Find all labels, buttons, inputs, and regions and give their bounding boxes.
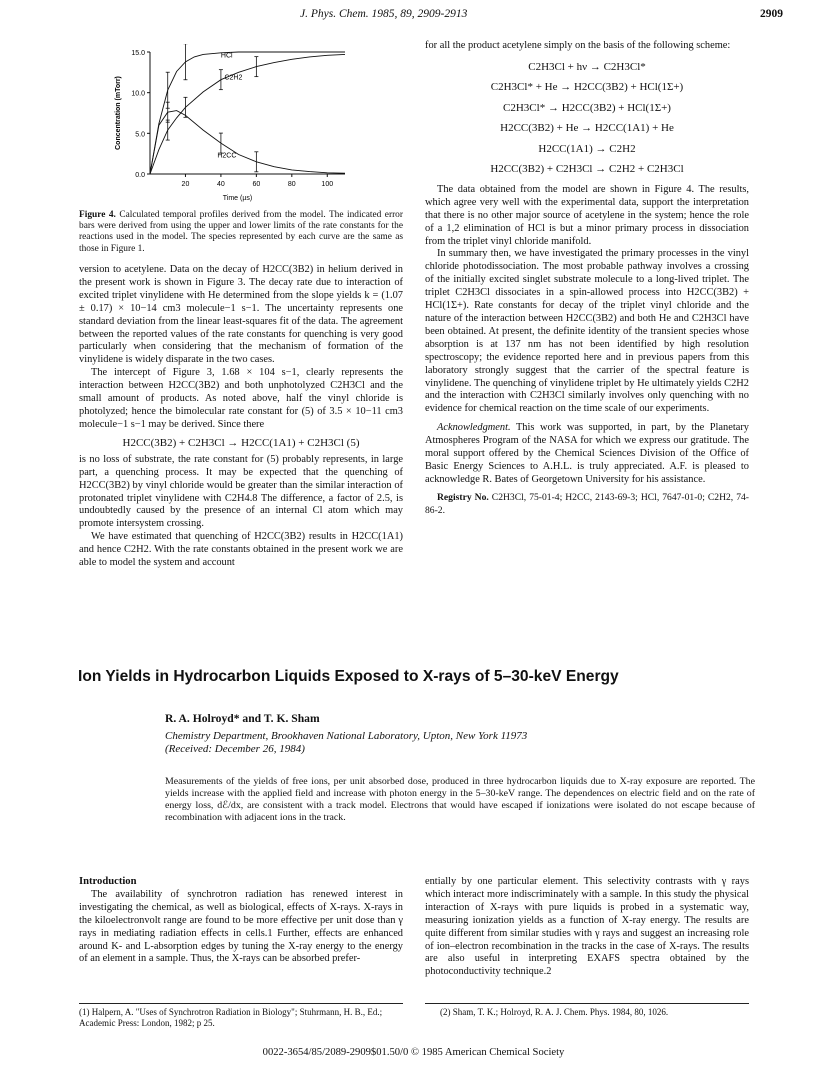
journal-citation: J. Phys. Chem. 1985, 89, 2909-2913 xyxy=(300,8,468,20)
registry-text: C2H3Cl, 75-01-4; H2CC, 2143-69-3; HCl, 7647-01-0; C2H2, 74-86-2. xyxy=(425,491,749,516)
footnote-2: (2) Sham, T. K.; Holroyd, R. A. J. Chem. Phys. 1984, 80, 1026. xyxy=(440,1007,669,1017)
footnote-rule-right xyxy=(425,1003,749,1004)
equation-5: H2CC(3B2) + C2H3Cl → H2CC(1A1) + C2H3Cl (5) xyxy=(122,436,360,449)
left-paragraph-4: We have estimated that quenching of H2CC(3B2) results in H2CC(1A1) and hence C2H2. With the rate constants obtained in the present work we are able to model the system and account xyxy=(79,531,403,569)
x-axis-label: Time (µs) xyxy=(222,195,253,202)
y-tick-label: 10.0 xyxy=(131,90,145,98)
received-date: (Received: December 26, 1984) xyxy=(165,743,305,755)
registry-numbers xyxy=(425,492,749,518)
left-column xyxy=(79,264,403,570)
series-line-c2h2 xyxy=(150,54,345,174)
y-tick-label: 0.0 xyxy=(135,172,145,179)
curve-label: H2CC xyxy=(217,152,237,160)
intro-paragraph-left: The availability of synchrotron radiation has renewed interest in investigating the chemical, as well as biological, effects of X-rays. X-rays in the kiloelectronvolt range are found to be more effective per unit dose than γ rays in mediating radiation effects in cells.1 Further, effects are enhanced around K- and L-absorption edges by tuning the X-ray energy to the energy of an element in a sample. Thus, the X-rays can be absorbed prefer- xyxy=(79,888,403,965)
figure-4-chart xyxy=(100,44,370,206)
left-paragraph-1: version to acetylene. Data on the decay of H2CC(3B2) in helium derived in the present work is shown in Figure 3. The decay rate due to interaction of excited triplet vinylidene with He determined from the slope yields k = (1.07 ± 0.17) × 10−14 cm3 molecule−1 s−1. The uncertainty represents one standard deviation from the linear least-squares fit of the data. The agreement between the reported values of the rate constants for quenching is very good particularly when considering that the mechanism of formation of the vinylidene is widely disparate in the two cases. xyxy=(79,264,403,366)
page-footer: 0022-3654/85/2089-2909$01.50/0 © 1985 American Chemical Society xyxy=(262,1047,565,1058)
intro-left-column xyxy=(79,876,403,966)
footnote-1: (1) Halpern, A. "Uses of Synchrotron Radiation in Biology"; Stuhrmann, H. B., Ed.; Academic Press: London, 1982; p 25. xyxy=(79,1007,383,1028)
footnote-rule-left xyxy=(79,1003,403,1004)
running-header xyxy=(0,8,827,28)
article-title: Ion Yields in Hydrocarbon Liquids Exposed to X-rays of 5–30-keV Energy xyxy=(78,668,619,685)
figure-caption-label: Figure 4. xyxy=(79,210,116,220)
article-abstract: Measurements of the yields of free ions, per unit absorbed dose, produced in three hydrocarbon liquids due to X-ray exposure are reported. The yields increase with the applied field and increase with photon energy in the 5–30-keV range. The dependences on electric field and on the rate of energy loss, dℰ/dx, are consistent with a track model. Electrons that would have escaped if ionizations were isolated do not escape because of recombination with adjacent ions in the track. xyxy=(165,776,755,823)
page-number: 2909 xyxy=(760,8,783,20)
x-tick-label: 20 xyxy=(181,181,190,188)
intro-paragraph-right: entially by one particular element. This selectivity contrasts with γ rays which interact more indiscriminately with a sample. In this study the physical interaction of X-rays with pure liquids is probed in a systematic way, measuring ionization yields as a function of X-ray energy. The results are quite different from similar studies with γ rays and suggest an increasing role of ion–electron recombination in the tracks in the case of X-rays. The results are also useful in interpreting EXAFS spectra obtained by the photoconductivity technique.2 xyxy=(425,876,749,978)
y-tick-label: 15.0 xyxy=(131,50,145,57)
right-column xyxy=(425,40,749,518)
acknowledgment-text: This work was supported, in part, by the Planetary Atmospheres Program of the NASA for which we express our gratitude. The moral support offered by the Chemical Sciences Division of the Office of Basic Energy Sciences to A.H.L. is truly appreciated. A.F. is pleased to acknowledge R. Bates of Georgetown University for his assistance. xyxy=(425,422,749,485)
reaction-scheme xyxy=(425,57,749,180)
x-tick-label: 40 xyxy=(217,181,225,188)
affiliation-line: Chemistry Department, Brookhaven National Laboratory, Upton, New York 11973 xyxy=(165,730,528,742)
introduction-heading: Introduction xyxy=(79,876,137,887)
right-paragraph-1: for all the product acetylene simply on the basis of the following scheme: xyxy=(425,40,731,51)
curve-label: C2H2 xyxy=(224,74,243,82)
figure-4-caption xyxy=(79,210,403,255)
scheme-line: H2CC(3B2) + C2H3Cl → C2H2 + C2H3Cl xyxy=(490,163,684,176)
right-paragraph-2: The data obtained from the model are shown in Figure 4. The results, which agree very well with the experimental data, support the interpretation that there is no other major source of acetylene in the system; hence the role of a 1,2 elimination of HCl is but a minor primary process in dissociation from the triplet vinyl chloride manifold. xyxy=(425,183,749,247)
acknowledgment xyxy=(425,422,749,487)
x-tick-label: 60 xyxy=(252,181,261,188)
scheme-line: H2CC(1A1) → C2H2 xyxy=(538,142,636,155)
curve-label: HCl xyxy=(220,52,233,60)
x-tick-label: 80 xyxy=(287,181,296,188)
scheme-line: C2H3Cl* → H2CC(3B2) + HCl(1Σ+) xyxy=(503,101,671,114)
scheme-line: C2H3Cl* + He → H2CC(3B2) + HCl(1Σ+) xyxy=(490,81,684,94)
series-line-h2cc xyxy=(150,111,345,174)
acknowledgment-label: Acknowledgment. xyxy=(437,422,511,434)
article-affiliation xyxy=(165,730,527,756)
left-paragraph-2: The intercept of Figure 3, 1.68 × 104 s−1, clearly represents the interaction between H2CC(3B2) and both unphotolyzed C2H3Cl and the small amount of products. As noted above, half the vinyl chloride is photolyzed; hence the bimolecular rate constant for (5) of 3.5 × 10−11 cm3 molecule−1 s−1 may be derived. Since there xyxy=(79,367,403,430)
article-authors: R. A. Holroyd* and T. K. Sham xyxy=(165,712,320,725)
y-tick-label: 5.0 xyxy=(135,131,145,139)
y-axis-label: Concentration (mTorr) xyxy=(115,76,122,150)
left-paragraph-3: is no loss of substrate, the rate constant for (5) probably represents, in large part, a quenching process. It may be expected that the quenching of H2CC(3B2) by vinyl chloride would be greater than the similar interaction of protonated triplet vinylidene with C2H4.8 The difference, a factor of 2.5, is undoubtedly caused by the presence of an internal Cl atom which may promote intersystem crossing. xyxy=(79,453,403,530)
intro-right-column xyxy=(425,876,749,979)
registry-label: Registry No. xyxy=(437,491,489,503)
figure-caption-text: Calculated temporal profiles derived from the model. The indicated error bars were derived from using the upper and lower limits of the rate constants for the reactions used in the model. The species represented by each curve are the same as those in Figure 1. xyxy=(79,210,403,254)
series-line-hcl xyxy=(150,52,345,174)
scheme-line: C2H3Cl + hν → C2H3Cl* xyxy=(528,60,646,73)
x-tick-label: 100 xyxy=(321,181,334,188)
right-paragraph-3: In summary then, we have investigated the primary processes in the vinyl chloride photodissociation. The most probable pathway involves a crossing of the initially excited singlet substrate molecule to a long-lived triplet. The triplet C2H3Cl dissociates in a spin-allowed process into H2CC(3B2) + HCl(1Σ+). Rate constants for decay of the triplet vinyl chloride and the nature of the interaction between H2CC(3B2) and both He and C2H3Cl have been obtained. At present, the definite identity of the transient species whose absorption is at 137 nm has not been identified by high resolution spectroscopy; the evidence reported here and in previous papers from this laboratory strongly suggest that the carrier of the spectral feature is vinylidene. The quenching of vinylidene triplet by He ultimately yields C2H2 and the interaction with C2H3Cl similarly involves only quenching with no evidence for chemical reaction on the time scale of our experiments. xyxy=(425,248,749,415)
scheme-line: H2CC(3B2) + He → H2CC(1A1) + He xyxy=(500,122,674,135)
